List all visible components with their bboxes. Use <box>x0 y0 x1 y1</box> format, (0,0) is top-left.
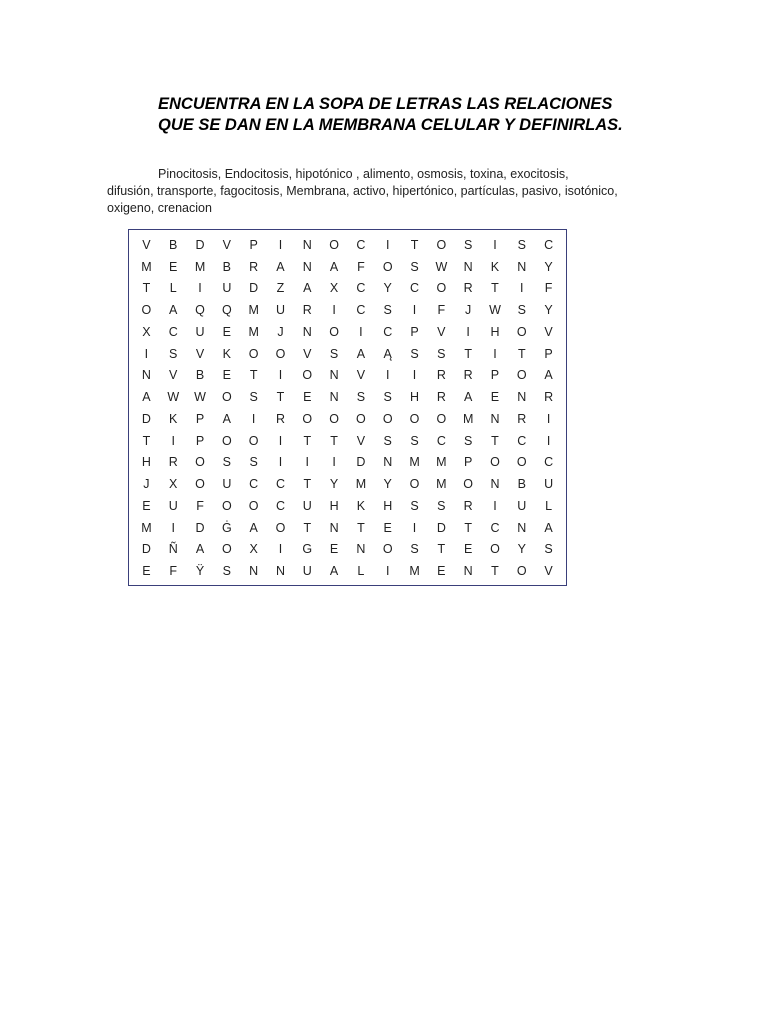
grid-letter[interactable]: M <box>436 455 447 470</box>
grid-letter[interactable]: N <box>302 259 312 274</box>
grid-letter[interactable]: Y <box>544 259 553 274</box>
grid-letter[interactable]: I <box>144 346 149 361</box>
grid-letter[interactable]: Y <box>383 477 392 492</box>
grid-letter[interactable]: B <box>222 259 232 274</box>
grid-letter[interactable]: I <box>493 237 497 252</box>
grid-letter[interactable]: O <box>195 455 205 470</box>
title-line-1: ENCUENTRA EN LA SOPA DE LETRAS LAS RELACIONES <box>158 95 613 113</box>
grid-letter[interactable]: S <box>383 390 392 405</box>
grid-letter[interactable]: S <box>463 433 473 448</box>
grid-letter[interactable]: Y <box>517 542 526 557</box>
grid-letter[interactable]: U <box>275 303 285 318</box>
grid-letter[interactable]: B <box>195 368 205 383</box>
grid-letter[interactable]: C <box>356 303 366 318</box>
grid-letter[interactable]: V <box>303 346 312 361</box>
grid-letter[interactable]: D <box>356 455 366 470</box>
grid-letter[interactable]: V <box>195 346 205 361</box>
grid-letter[interactable]: O <box>382 542 393 557</box>
grid-letter[interactable]: R <box>302 303 312 318</box>
grid-letter[interactable]: R <box>249 259 259 274</box>
grid-letter[interactable]: V <box>222 237 232 252</box>
grid-letter[interactable]: A <box>142 390 151 405</box>
grid-letter[interactable]: R <box>544 390 554 405</box>
grid-letter[interactable]: N <box>383 455 393 470</box>
grid-letter[interactable]: A <box>276 259 285 274</box>
grid-letter[interactable]: R <box>168 455 178 470</box>
grid-letter[interactable]: T <box>410 237 419 252</box>
grid-letter[interactable]: O <box>221 433 232 448</box>
grid-letter[interactable]: K <box>490 259 500 274</box>
grid-letter[interactable]: T <box>303 520 312 535</box>
grid-letter[interactable]: E <box>222 324 232 339</box>
grid-letter[interactable]: P <box>410 324 419 339</box>
grid-letter[interactable]: N <box>329 390 339 405</box>
grid-letter[interactable]: C <box>275 498 285 513</box>
grid-letter[interactable]: F <box>357 259 365 274</box>
grid-letter[interactable]: O <box>490 542 500 557</box>
grid-letter[interactable]: X <box>329 281 339 296</box>
grid-letter[interactable]: R <box>275 411 285 426</box>
grid-letter[interactable]: H <box>141 455 151 470</box>
grid-letter[interactable]: S <box>463 237 473 252</box>
word-list <box>107 166 667 217</box>
grid-letter[interactable]: Y <box>329 477 339 492</box>
grid-letter[interactable]: S <box>437 498 446 513</box>
grid-letter[interactable]: Ÿ <box>195 564 205 579</box>
grid-letter[interactable]: F <box>544 281 553 296</box>
grid-letter[interactable]: O <box>221 542 232 557</box>
grid-letter[interactable]: P <box>490 368 500 383</box>
grid-letter[interactable]: J <box>143 477 150 492</box>
grid-letter[interactable]: I <box>251 411 256 426</box>
grid-letter[interactable]: D <box>249 281 259 296</box>
grid-letter[interactable]: O <box>516 455 527 470</box>
grid-letter[interactable]: E <box>142 564 151 579</box>
grid-letter[interactable]: I <box>412 520 417 535</box>
grid-letter[interactable]: U <box>222 281 232 296</box>
grid-letter[interactable]: W <box>489 303 501 318</box>
grid-letter[interactable]: H <box>383 498 393 513</box>
grid-letter[interactable]: O <box>248 346 259 361</box>
grid-letter[interactable]: I <box>171 520 175 535</box>
grid-letter[interactable]: C <box>356 281 366 296</box>
grid-letter[interactable]: U <box>222 477 232 492</box>
grid-letter[interactable]: S <box>222 564 232 579</box>
grid-letter[interactable]: M <box>141 259 152 274</box>
grid-letter[interactable]: N <box>329 368 339 383</box>
grid-letter[interactable]: N <box>490 411 500 426</box>
grid-letter[interactable]: M <box>194 259 206 274</box>
grid-letter[interactable]: C <box>436 433 446 448</box>
grid-letter[interactable]: O <box>329 324 339 339</box>
grid-letter[interactable]: W <box>435 259 448 274</box>
grid-letter[interactable]: C <box>544 455 554 470</box>
grid-letter[interactable]: O <box>195 477 205 492</box>
grid-letter[interactable]: O <box>516 368 527 383</box>
grid-letter[interactable]: R <box>463 281 473 296</box>
grid-letter[interactable]: C <box>410 281 420 296</box>
grid-letter[interactable]: S <box>410 498 419 513</box>
grid-letter[interactable]: F <box>196 498 204 513</box>
grid-letter[interactable]: X <box>142 324 151 339</box>
grid-letter[interactable]: I <box>546 433 551 448</box>
grid-letter[interactable]: W <box>167 390 180 405</box>
grid-letter[interactable]: O <box>141 303 152 318</box>
grid-letter[interactable]: M <box>462 411 474 426</box>
grid-letter[interactable]: W <box>194 390 206 405</box>
grid-letter[interactable]: R <box>436 368 446 383</box>
grid-letter[interactable]: S <box>437 346 446 361</box>
grid-letter[interactable]: T <box>437 542 446 557</box>
grid-letter[interactable]: K <box>356 498 366 513</box>
grid-letter[interactable]: T <box>142 281 151 296</box>
grid-letter[interactable]: P <box>195 411 205 426</box>
grid-letter[interactable]: R <box>463 368 473 383</box>
grid-letter[interactable]: Ą <box>383 346 392 361</box>
grid-letter[interactable]: N <box>463 564 473 579</box>
grid-letter[interactable]: D <box>141 411 151 426</box>
grid-letter[interactable]: I <box>278 542 283 557</box>
grid-letter[interactable]: C <box>168 324 178 339</box>
grid-letter[interactable]: M <box>409 455 420 470</box>
grid-letter[interactable]: B <box>517 477 526 492</box>
grid-letter[interactable]: I <box>278 455 283 470</box>
grid-letter[interactable]: O <box>221 390 232 405</box>
grid-letter[interactable]: E <box>142 498 151 513</box>
grid-letter[interactable]: N <box>141 368 151 383</box>
grid-letter[interactable]: K <box>169 411 178 426</box>
grid-letter[interactable]: E <box>329 542 339 557</box>
grid-letter[interactable]: I <box>278 368 283 383</box>
grid-letter[interactable]: O <box>409 411 420 426</box>
grid-letter[interactable]: N <box>463 259 473 274</box>
grid-letter[interactable]: E <box>490 390 500 405</box>
grid-letter[interactable]: U <box>195 324 205 339</box>
grid-letter[interactable]: N <box>356 542 366 557</box>
grid-letter[interactable]: T <box>491 433 499 448</box>
grid-letter[interactable]: O <box>490 455 500 470</box>
grid-letter[interactable]: I <box>412 368 417 383</box>
grid-letter[interactable]: S <box>410 542 419 557</box>
word-list-line-3: oxigeno, crenacion <box>107 201 212 215</box>
grid-letter[interactable]: T <box>491 564 499 579</box>
grid-letter[interactable]: N <box>329 520 339 535</box>
grid-letter[interactable]: M <box>355 477 367 492</box>
grid-letter[interactable]: N <box>517 390 527 405</box>
grid-letter[interactable]: S <box>410 433 419 448</box>
worksheet-title <box>158 94 718 136</box>
grid-letter[interactable]: S <box>169 346 178 361</box>
grid-letter[interactable]: O <box>248 433 259 448</box>
grid-letter[interactable]: A <box>544 368 553 383</box>
grid-letter[interactable]: S <box>383 433 392 448</box>
grid-letter[interactable]: I <box>546 411 551 426</box>
grid-letter[interactable]: O <box>409 477 420 492</box>
grid-letter[interactable]: O <box>516 564 527 579</box>
grid-letter[interactable]: I <box>332 303 336 318</box>
grid-letter[interactable]: S <box>517 303 526 318</box>
grid-letter[interactable]: G <box>302 542 313 557</box>
grid-letter[interactable]: S <box>410 346 419 361</box>
grid-letter[interactable]: O <box>302 411 313 426</box>
grid-letter[interactable]: S <box>544 542 553 557</box>
grid-letter[interactable]: T <box>357 520 365 535</box>
grid-letter[interactable]: S <box>356 390 366 405</box>
grid-letter[interactable]: C <box>490 520 500 535</box>
grid-letter[interactable]: Ġ <box>221 520 232 535</box>
grid-letter[interactable]: O <box>516 324 527 339</box>
grid-letter[interactable]: I <box>493 346 497 361</box>
grid-letter[interactable]: N <box>249 564 259 579</box>
grid-letter[interactable]: N <box>302 237 312 252</box>
grid-letter[interactable]: C <box>249 477 259 492</box>
grid-letter[interactable]: N <box>517 520 527 535</box>
grid-letter[interactable]: I <box>385 564 390 579</box>
grid-letter[interactable]: F <box>437 303 446 318</box>
grid-letter[interactable]: H <box>490 324 500 339</box>
grid-letter[interactable]: T <box>491 281 499 296</box>
grid-letter[interactable]: A <box>303 281 312 296</box>
grid-letter[interactable]: I <box>359 324 363 339</box>
grid-letter[interactable]: R <box>436 390 446 405</box>
grid-letter[interactable]: M <box>141 520 152 535</box>
grid-letter[interactable]: M <box>248 324 259 339</box>
grid-letter[interactable]: P <box>463 455 473 470</box>
grid-letter[interactable]: U <box>544 477 554 492</box>
grid-letter[interactable]: L <box>545 498 553 513</box>
grid-letter[interactable]: C <box>275 477 285 492</box>
grid-letter[interactable]: F <box>169 564 178 579</box>
grid-letter[interactable]: I <box>520 281 524 296</box>
grid-letter[interactable]: L <box>169 281 177 296</box>
title-line-2: QUE SE DAN EN LA MEMBRANA CELULAR Y DEFINIRLAS. <box>158 116 623 134</box>
word-list-line-2: difusión, transporte, fagocitosis, Membrana, activo, hipertónico, partículas, pasivo, isotónico, <box>107 184 618 198</box>
grid-letter[interactable]: Y <box>383 281 392 296</box>
grid-letter[interactable]: H <box>329 498 339 513</box>
word-search-grid <box>128 229 567 586</box>
grid-letter[interactable]: D <box>195 237 205 252</box>
grid-letter[interactable]: O <box>275 346 286 361</box>
grid-letter[interactable]: V <box>356 368 366 383</box>
grid-letter[interactable]: O <box>221 498 232 513</box>
grid-letter[interactable]: M <box>436 477 447 492</box>
grid-letter[interactable]: I <box>278 433 283 448</box>
grid-letter[interactable]: A <box>249 520 258 535</box>
grid-letter[interactable]: I <box>466 324 470 339</box>
grid-letter[interactable]: M <box>409 564 420 579</box>
grid-letter[interactable]: E <box>303 390 312 405</box>
grid-letter[interactable]: A <box>169 303 178 318</box>
grid-letter[interactable]: X <box>249 542 258 557</box>
grid-letter[interactable]: C <box>356 237 366 252</box>
grid-letter[interactable]: S <box>383 303 392 318</box>
grid-letter[interactable]: S <box>222 455 232 470</box>
grid-letter[interactable]: E <box>383 520 392 535</box>
grid-letter[interactable]: T <box>517 346 526 361</box>
grid-letter[interactable]: E <box>222 368 232 383</box>
grid-letter[interactable]: A <box>356 346 366 361</box>
grid-letter[interactable]: O <box>329 237 339 252</box>
grid-letter[interactable]: D <box>141 542 151 557</box>
grid-letter[interactable]: E <box>437 564 446 579</box>
grid-letter[interactable]: S <box>249 390 258 405</box>
grid-letter[interactable]: V <box>544 324 553 339</box>
grid-letter[interactable]: O <box>436 281 447 296</box>
grid-letter[interactable]: T <box>464 346 472 361</box>
grid-letter[interactable]: A <box>329 259 339 274</box>
grid-letter[interactable]: Ñ <box>168 542 178 557</box>
grid-letter[interactable]: T <box>464 520 472 535</box>
grid-letter[interactable]: C <box>544 237 554 252</box>
grid-letter[interactable]: U <box>302 498 312 513</box>
grid-letter[interactable]: I <box>412 303 417 318</box>
grid-letter[interactable]: V <box>169 368 178 383</box>
grid-letter[interactable]: I <box>305 455 310 470</box>
grid-letter[interactable]: J <box>277 324 284 339</box>
grid-letter[interactable]: K <box>222 346 232 361</box>
grid-letter[interactable]: A <box>195 542 205 557</box>
grid-letter[interactable]: D <box>195 520 205 535</box>
grid-letter[interactable]: B <box>169 237 178 252</box>
grid-letter[interactable]: T <box>276 390 285 405</box>
grid-letter[interactable]: T <box>330 433 338 448</box>
grid-letter[interactable]: T <box>303 477 312 492</box>
grid-letter[interactable]: I <box>198 281 202 296</box>
grid-letter[interactable]: N <box>275 564 285 579</box>
grid-letter[interactable]: U <box>517 498 527 513</box>
grid-letter[interactable]: A <box>544 520 553 535</box>
grid-letter[interactable]: V <box>356 433 366 448</box>
grid-letter[interactable]: H <box>410 390 420 405</box>
grid-letter[interactable]: X <box>169 477 178 492</box>
grid-letter[interactable]: I <box>278 237 283 252</box>
grid-letter[interactable]: O <box>382 259 393 274</box>
grid-letter[interactable]: Z <box>276 281 285 296</box>
grid-letter[interactable]: R <box>517 411 527 426</box>
grid-letter[interactable]: T <box>303 433 312 448</box>
grid-letter[interactable]: O <box>329 411 339 426</box>
grid-letter[interactable]: Q <box>221 303 232 318</box>
grid-letter[interactable]: O <box>356 411 366 426</box>
grid-letter[interactable]: V <box>544 564 553 579</box>
grid-letter[interactable]: A <box>222 411 232 426</box>
grid-letter[interactable]: S <box>249 455 258 470</box>
grid-letter[interactable]: I <box>171 433 175 448</box>
grid-letter[interactable]: V <box>142 237 151 252</box>
grid-letter[interactable]: D <box>436 520 446 535</box>
grid-letter[interactable]: N <box>302 324 312 339</box>
grid-letter[interactable]: O <box>275 520 286 535</box>
grid-letter[interactable]: R <box>463 498 473 513</box>
grid-letter[interactable]: C <box>383 324 393 339</box>
grid-letter[interactable]: J <box>465 303 472 318</box>
grid-letter[interactable]: N <box>517 259 527 274</box>
grid-letter[interactable]: V <box>437 324 446 339</box>
grid-letter[interactable]: Q <box>195 303 205 318</box>
grid-letter[interactable]: Y <box>544 303 553 318</box>
grid-letter[interactable]: A <box>329 564 339 579</box>
grid-letter[interactable]: S <box>410 259 419 274</box>
grid-letter[interactable]: A <box>463 390 473 405</box>
grid-letter[interactable]: I <box>493 498 497 513</box>
grid-letter[interactable]: I <box>385 237 390 252</box>
grid-letter[interactable]: O <box>436 237 447 252</box>
grid-letter[interactable]: O <box>248 498 259 513</box>
grid-letter[interactable]: P <box>249 237 258 252</box>
grid-letter[interactable]: L <box>357 564 365 579</box>
grid-letter[interactable]: S <box>517 237 526 252</box>
grid-letter[interactable]: P <box>544 346 553 361</box>
grid-letter[interactable]: O <box>463 477 474 492</box>
grid-letter[interactable]: T <box>142 433 151 448</box>
grid-letter[interactable]: M <box>248 303 259 318</box>
grid-letter[interactable]: S <box>329 346 339 361</box>
grid-letter[interactable]: E <box>463 542 473 557</box>
grid-letter[interactable]: I <box>385 368 390 383</box>
grid-letter[interactable]: I <box>332 455 336 470</box>
grid-letter[interactable]: U <box>302 564 312 579</box>
grid-letter[interactable]: E <box>169 259 178 274</box>
grid-letter[interactable]: O <box>436 411 447 426</box>
grid-letter[interactable]: U <box>168 498 178 513</box>
grid-letter[interactable]: O <box>302 368 313 383</box>
grid-letter[interactable]: N <box>490 477 500 492</box>
grid-letter[interactable]: O <box>382 411 393 426</box>
grid-letter[interactable]: T <box>249 368 258 383</box>
word-list-line-1: Pinocitosis, Endocitosis, hipotónico , alimento, osmosis, toxina, exocitosis, <box>158 167 569 181</box>
grid-letter[interactable]: P <box>195 433 205 448</box>
grid-letter[interactable]: C <box>517 433 527 448</box>
